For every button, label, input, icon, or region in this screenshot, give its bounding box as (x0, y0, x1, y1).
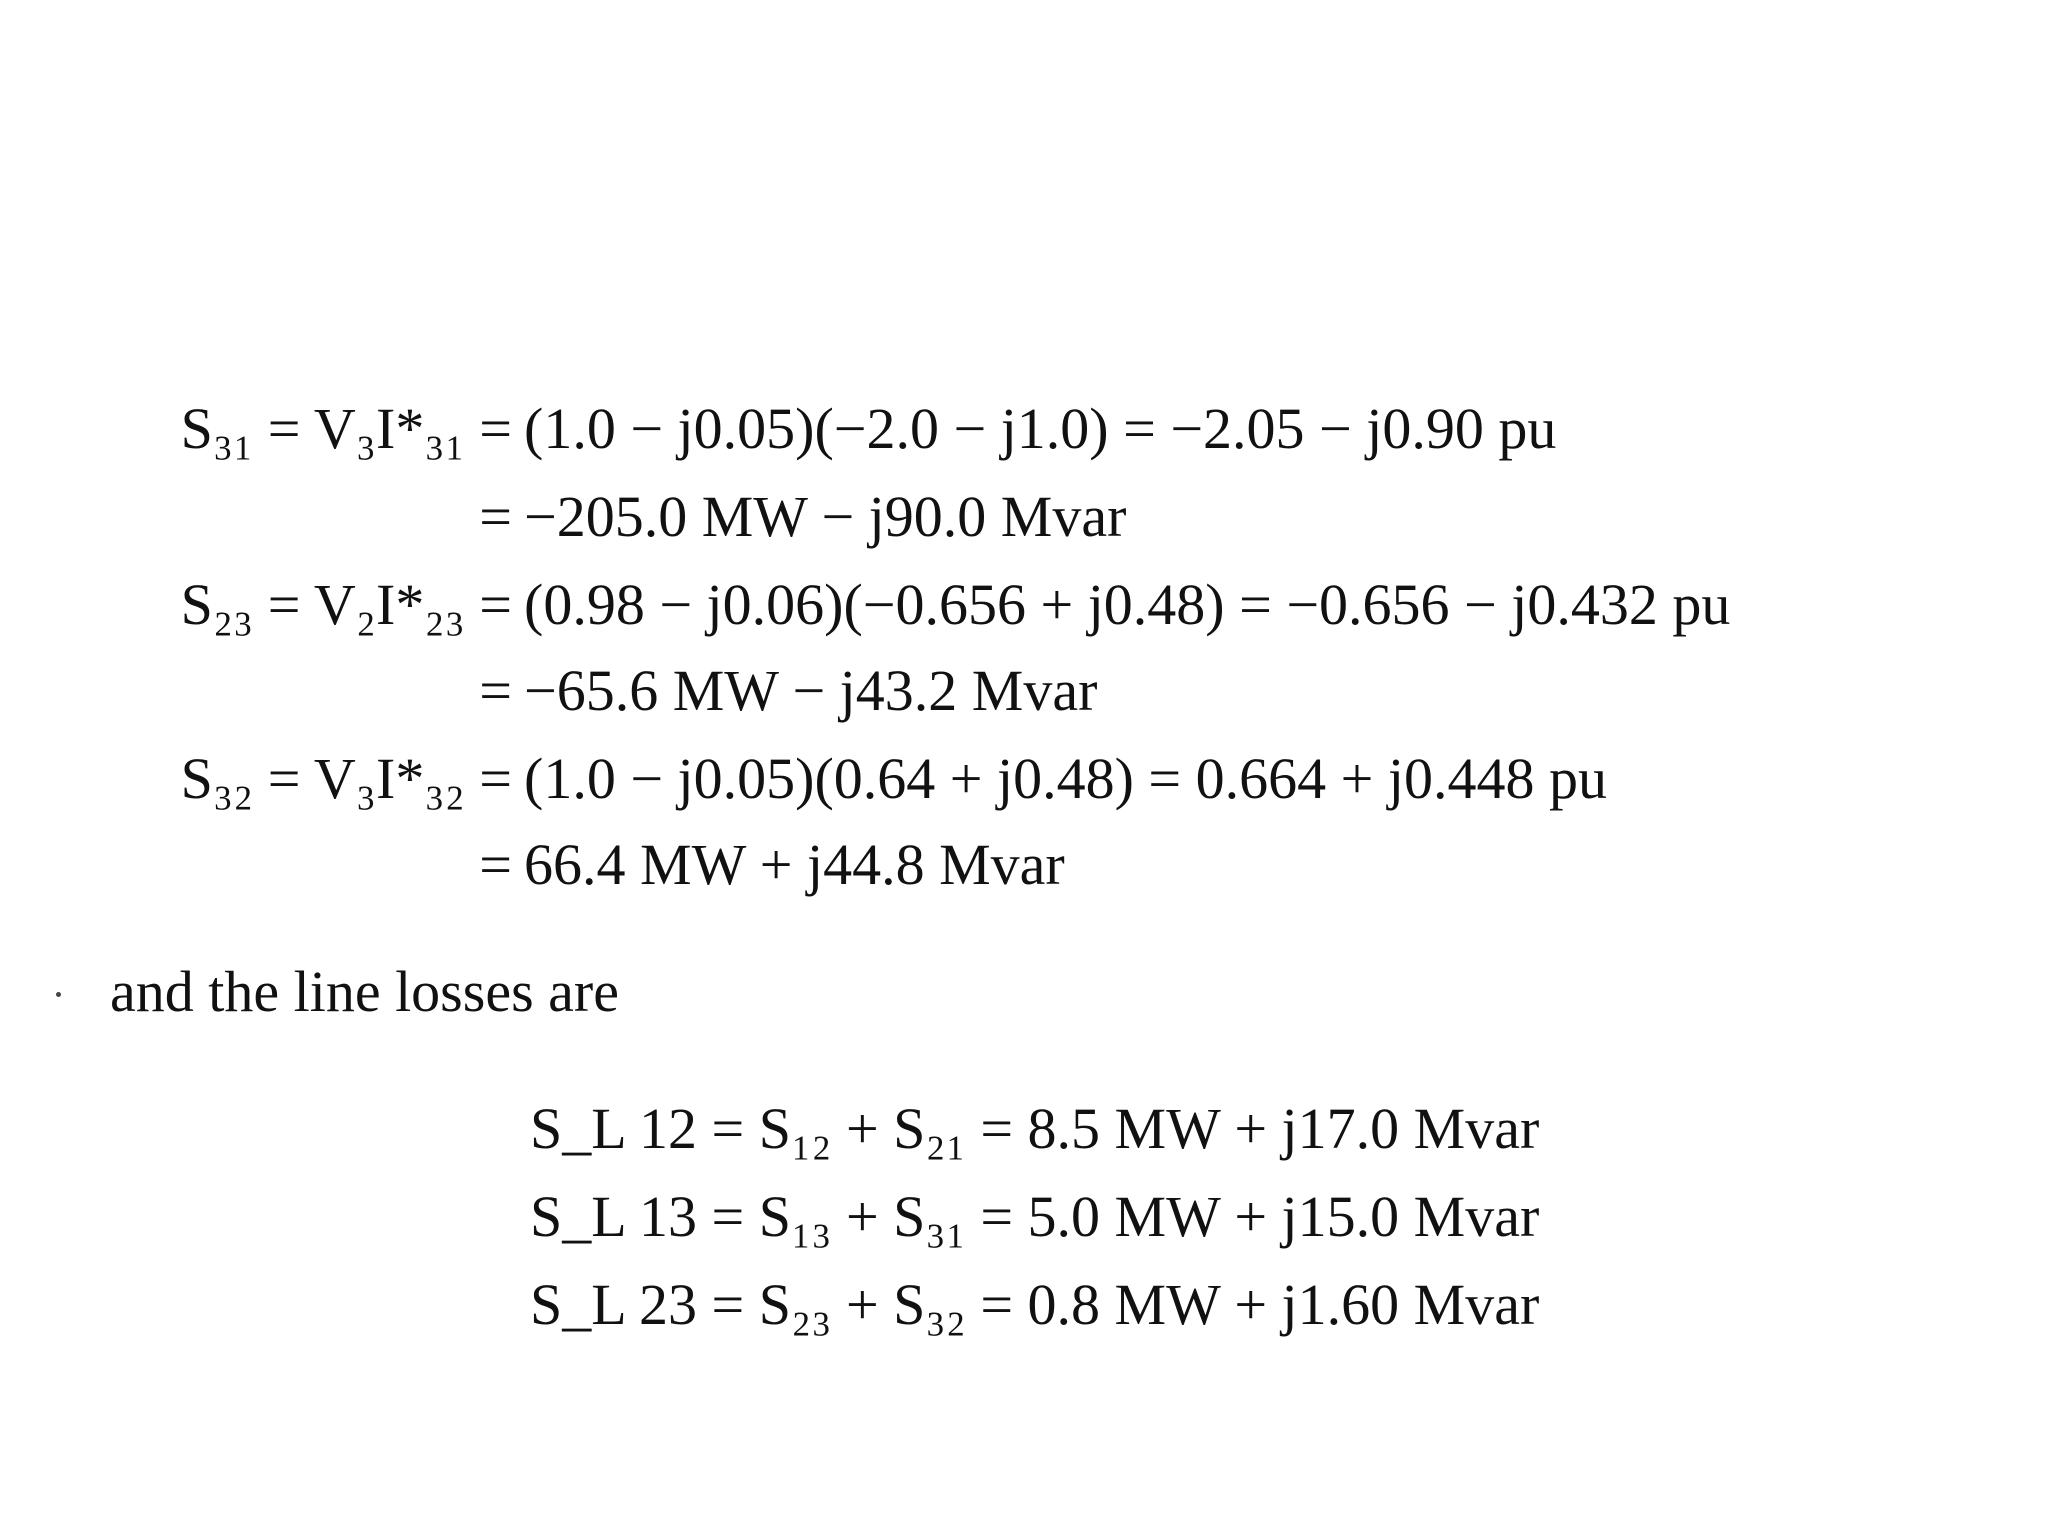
equation-lhs: = (479, 658, 512, 723)
equation-line-1 (0, 396, 2048, 470)
loss-equation-2: S_L 13 = S₁₃ + S₃₁ = 5.0 MW + j15.0 Mvar (530, 1184, 1540, 1249)
equation-rhs: 66.4 MW + j44.8 Mvar (524, 832, 1065, 897)
equation-rhs: −205.0 MW − j90.0 Mvar (524, 484, 1127, 549)
equation-line-6 (0, 832, 2048, 906)
equation-lhs: S₂₃ = V₂I*₂₃ = (180, 572, 512, 637)
loss-equation-1: S_L 12 = S₁₂ + S₂₁ = 8.5 MW + j17.0 Mvar (530, 1096, 1540, 1161)
equation-rhs: (0.98 − j0.06)(−0.656 + j0.48) = −0.656 − j0.432 pu (524, 572, 1731, 637)
equation-line-5 (0, 746, 2048, 820)
equation-rhs: −65.6 MW − j43.2 Mvar (524, 658, 1098, 723)
equation-line-2 (0, 484, 2048, 558)
equation-line-4 (0, 658, 2048, 732)
equation-rhs: (1.0 − j0.05)(−2.0 − j1.0) = −2.05 − j0.90 pu (524, 396, 1557, 461)
equation-rhs: (1.0 − j0.05)(0.64 + j0.48) = 0.664 + j0.448 pu (524, 746, 1607, 811)
equation-lhs: S₃₂ = V₃I*₃₂ = (180, 746, 512, 811)
prose-text: and the line losses are (110, 959, 619, 1024)
equation-line-3 (0, 572, 2048, 646)
loss-equation-3: S_L 23 = S₂₃ + S₃₂ = 0.8 MW + j1.60 Mvar (530, 1272, 1540, 1337)
equation-lhs: = (479, 832, 512, 897)
stray-dot (56, 992, 61, 997)
equation-lhs: = (479, 484, 512, 549)
equation-lhs: S₃₁ = V₃I*₃₁ = (180, 396, 512, 461)
